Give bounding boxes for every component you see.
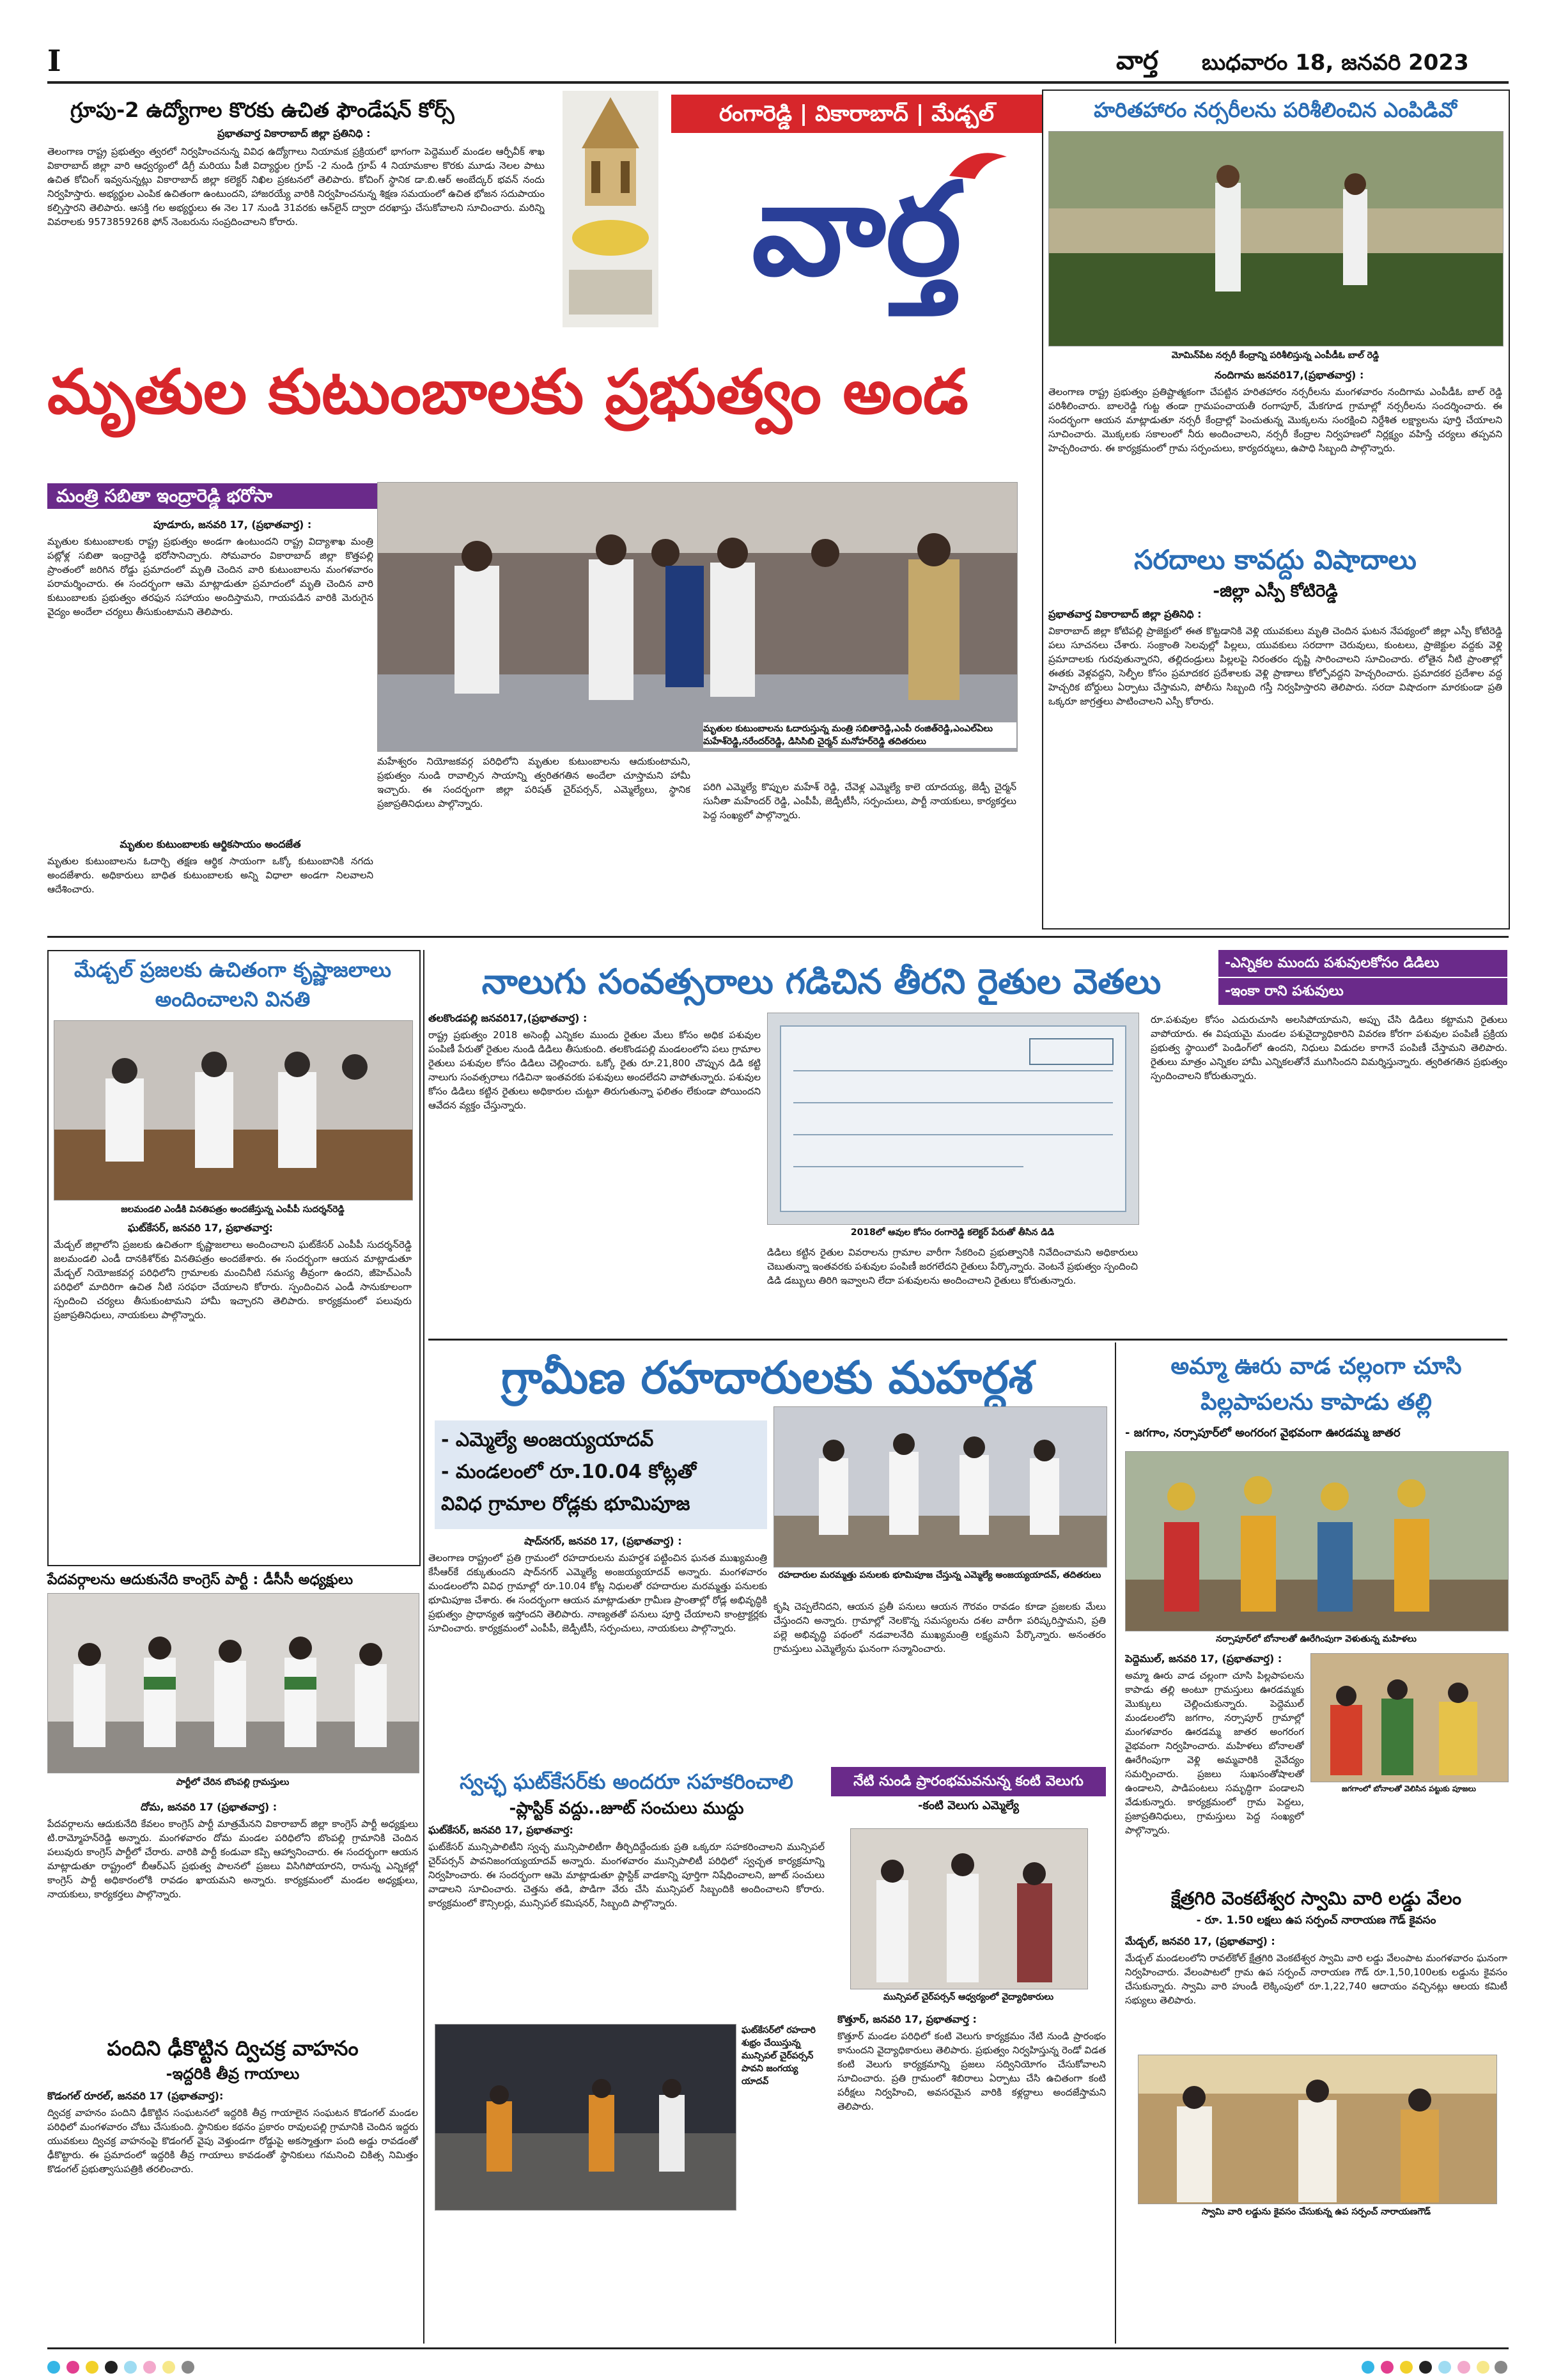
group2-body: తెలంగాణ రాష్ట్ర ప్రభుత్వం త్వరలో నిర్వహించనున్న వివిధ ఉద్యోగాలు నియామక ప్రక్రియలో భాగంగా పెద్దెముల్ మండల ఆర్పీవీక్ శాఖ వికారాబాద్ జిల్లా వారి ఆధ్వర్యంలో డిగ్రీ మరియు పీజీ విద్యార్థుల గ్రూప్ -2 నుండి గ్రూప్ 4 నియామకాల కొరకు మూడు నెలల పాటు ఉచిత కోచింగ్ ఇవ్వనున్నట్లు వికారాబాద్ జిల్లా కలెక్టర్ నిఖిల ప్రకటనలో తెలిపారు. కోచింగ్ స్థానిక డా.బి.ఆర్ అంబేద్కర్ భవన్ నందు నిర్వహిస్తారు. అభ్యర్థుల ఎంపిక ఉచితంగా ఉంటుందని, హాజరయ్యే వారికి నిర్వహించనున్న శిక్షణ సమయంలో ఉచిత భోజన సదుపాయం కల్పిస్తారని తెలిపారు. ఆసక్తి గల అభ్యర్థులు ఈ నెల 17 నుండి 31వరకు ఆన్‌లైన్ ద్వారా దరఖాస్తు చేసుకోవాలని సూచించారు. మరిన్ని వివరాలకు 9573859268 ఫోన్ నెంబరును సంప్రదించాలని కోరారు. — [47, 146, 545, 228]
registration-dot-yellow-2 — [162, 2361, 175, 2374]
bike-byline: -ఇద్దరికి తీవ్ర గాయాలు — [166, 2065, 300, 2083]
congress-caption: పార్టీలో చేరిన బొంపల్లి గ్రామస్తులు — [176, 1777, 290, 1787]
swachh-byline: -ప్లాస్టిక్ వద్దు..జూట్ సంచులు ముద్దు — [509, 1799, 744, 1818]
roads-body-2: కృషి చెప్పలేనిదని, ఆయన ప్రతీ పనులు ఆయన గౌరవం రావడం కూడా ప్రజలకు మేలు చేస్తుందని అన్నారు. గ్రామాల్లో నెలకొన్న సమస్యలను దశల వారీగా పరిష్కరిస్తామని, ప్రతి పల్లె అభివృద్ధి పథంలో నడవాలనేది ముఖ్యమంత్రి లక్ష్యమని పేర్కొన్నారు. అనంతరం గ్రామస్తులు ఎమ్మెల్యేను ఘనంగా సన్మానించారు. — [773, 1601, 1106, 1654]
registration-dot-black-1 — [105, 2361, 118, 2374]
registration-dot-yellow-4 — [1477, 2361, 1489, 2374]
top-rule — [47, 81, 1509, 84]
registration-dot-grey-1 — [182, 2361, 194, 2374]
group2-dateline: ప్రభాతవార్త వికారాబాద్ జిల్లా ప్రతినిధి : — [217, 127, 371, 139]
main-body-2: మృతుల కుటుంబాలను ఓదార్చి తక్షణ ఆర్థిక సాయంగా ఒక్కో కుటుంబానికి నగదు అందజేశారు. అధికారులు బాధిత కుటుంబాలకు అన్ని విధాలా అండగా నిలవాలని ఆదేశించారు. — [47, 855, 373, 895]
jatara-caption-2: జగగాంలో బోనాలతో వెలిసిన పట్టుకు పూజలు — [1342, 1784, 1476, 1793]
krishna-body: మేడ్చల్ జిల్లాలోని ప్రజలకు ఉచితంగా కృష్ణాజలాలు అందించాలని ఘట్‌కేసర్ ఎంపీపీ సుదర్శన్‌రెడ్డి జలమండలి ఎండీ దానకిశోర్‌కు వినతిపత్రం అందజేశారు. ఈ సందర్భంగా ఆయన మాట్లాడుతూ మేడ్చల్ నియోజకవర్గ పరిధిలోని గ్రామాలకు మంచినీటి సమస్య తీవ్రంగా ఉందని, జీహెచ్‌ఎంసీ పరిధిలో మాదిరిగా ఉచిత నీటి సరఫరా చేయాలని కోరారు. స్పందించిన ఎండీ సానుకూలంగా స్పందించి చర్యలు తీసుకుంటామని హామీ ఇచ్చారని తెలిపారు. కార్యక్రమంలో పలువురు ప్రజాప్రతినిధులు, నాయకులు పాల్గొన్నారు. — [54, 1239, 412, 1321]
registration-dot-magenta-4 — [1457, 2361, 1470, 2374]
sp-headline: సరదాలు కావద్దు విషాదాలు — [1134, 544, 1417, 575]
jatara-body: అమ్మా ఊరు వాడ చల్లంగా చూసి పిల్లపాపలను కాపాడు తల్లి అంటూ గ్రామస్తులు ఊరడమ్మకు మొక్కులు చెల్లించుకున్నారు. పెద్దెముల్ మండలంలోని జగగాం, నర్సాపూర్ గ్రామాల్లో మంగళవారం ఊరడమ్మ జాతర అంగరంగ వైభవంగా నిర్వహించారు. మహిళలు బోనాలతో ఊరేగింపుగా వెళ్లి అమ్మవారికి నైవేద్యం సమర్పించారు. ప్రజలు సుఖసంతోషాలతో ఉండాలని, పాడిపంటలు సమృద్ధిగా పండాలని వేడుకున్నారు. కార్యక్రమంలో గ్రామ పెద్దలు, ప్రజాప్రతినిధులు, గ్రామస్తులు పెద్ద సంఖ్యలో పాల్గొన్నారు. — [1125, 1670, 1304, 1836]
congress-dateline: దోమ, జనవరి 17 (ప్రభాతవార్త) : — [141, 1801, 277, 1813]
roads-headline: గ్రామీణ రహదారులకు మహర్దశ — [501, 1351, 1034, 1404]
roads-body: తెలంగాణ రాష్ట్రంలో ప్రతి గ్రామంలో రహదారులను మహర్దశ పట్టించిన ఘనత ముఖ్యమంత్రి కేసీఆర్‌కే దక్కుతుందని షాద్‌నగర్ ఎమ్మెల్యే అంజయ్యయాదవ్ అన్నారు. మంగళవారం మండలంలోని వివిధ గ్రామాల్లో రూ.10.04 కోట్ల నిధులతో రహదారుల మరమ్మత్తు పనులకు భూమిపూజ చేశారు. ఈ సందర్భంగా ఆయన మాట్లాడుతూ గ్రామీణ ప్రాంతాల్లో రోడ్ల అభివృద్ధికి ప్రభుత్వం ప్రాధాన్యత ఇస్తోందని తెలిపారు. నాణ్యతతో పనులు పూర్తి చేయాలని కాంట్రాక్టర్లకు సూచించారు. కార్యక్రమంలో ఎంపీపీ, జెడ్పీటీసీ, సర్పంచులు, నాయకులు పాల్గొన్నారు. — [428, 1552, 767, 1634]
col-rule-right — [1115, 1342, 1116, 2344]
swachh-body: ఘట్‌కేసర్ మున్సిపాలిటీని స్వచ్ఛ మున్సిపాలిటీగా తీర్చిదిద్దేందుకు ప్రతి ఒక్కరూ సహకరించాలని మున్సిపల్ చైర్‌పర్సన్ పావనిజంగయ్యయాదవ్ అన్నారు. మంగళవారం మున్సిపాలిటీ పరిధిలో స్వచ్ఛత కార్యక్రమాన్ని నిర్వహించారు. ఈ సందర్భంగా ఆమె మాట్లాడుతూ ప్లాస్టిక్ వాడకాన్ని పూర్తిగా నిషేధించాలని, జూట్ సంచులు వాడాలని సూచించారు. చెత్తను తడి, పొడిగా వేరు చేసి మున్సిపల్ సిబ్బందికి అందించాలని కోరారు. కార్యక్రమంలో కౌన్సిలర్లు, మున్సిపల్ కమిషనర్, సిబ్బంది పాల్గొన్నారు. — [428, 1841, 825, 1909]
farmers-dateline: తలకొండపల్లి జనవరి17,(ప్రభాతవార్త) : — [428, 1012, 587, 1024]
sp-body: వికారాబాద్ జిల్లా కోటిపల్లి ప్రాజెక్టులో ఈత కొట్టడానికి వెళ్లి యువకులు మృతి చెందిన ఘటన నేపథ్యంలో జిల్లా ఎస్పీ కోటిరెడ్డి పలు సూచనలు చేశారు. సంక్రాంతి సెలవుల్లో పిల్లలు, యువకులు సరదాగా చెరువులు, కుంటలు, ప్రాజెక్టుల వద్దకు వెళ్లి ప్రమాదాలకు గురవుతున్నారని, తల్లిదండ్రులు పిల్లలపై నిరంతరం దృష్టి సారించాలని సూచించారు. లోతైన నీటి ప్రాంతాల్లో ఈతకు వెళ్లవద్దని, సెల్ఫీల కోసం ప్రమాదకర ప్రదేశాలకు వెళ్లి ప్రాణాలు కోల్పోవద్దని హెచ్చరించారు. ప్రమాదకర ప్రదేశాల వద్ద హెచ్చరిక బోర్డులు ఏర్పాటు చేస్తామని, పోలీసు సిబ్బంది గస్తీ నిర్వహిస్తారని తెలిపారు. సరదా విషాదంగా మారకుండా ప్రతి ఒక్కరూ జాగ్రత్తలు పాటించాలని ఎస్పీ కోరారు. — [1048, 625, 1502, 707]
main-body-3: మహేశ్వరం నియోజకవర్గ పరిధిలోని మృతుల కుటుంబాలను ఆదుకుంటామని, ప్రభుత్వం నుండి రావాల్సిన సాయాన్ని త్వరితగతిన అందేలా చూస్తామని హామీ ఇచ్చారు. ఈ సందర్భంగా జిల్లా పరిషత్ చైర్‌పర్సన్, ఎమ్మెల్యేలు, స్థానిక ప్రజాప్రతినిధులు పాల్గొన్నారు. — [377, 756, 690, 809]
registration-dot-magenta-1 — [66, 2361, 79, 2374]
main-headline: మృతుల కుటుంబాలకు ప్రభుత్వం అండ — [47, 356, 968, 428]
paper-logo — [671, 141, 1042, 332]
krishna-headline: మేడ్చల్ ప్రజలకు ఉచితంగా కృష్ణాజలాలు అందించాలని వినతి — [74, 958, 391, 1011]
folio-date: బుధవారం 18, జనవరి 2023 — [1202, 50, 1469, 75]
registration-dot-cyan-2 — [124, 2361, 137, 2374]
farmers-headline: నాలుగు సంవత్సరాలు గడిచిన తీరని రైతుల వెతలు — [481, 961, 1162, 1002]
main-subhead-2: మృతుల కుటుంబాలకు ఆర్థికసాయం అందజేత — [120, 838, 301, 850]
congress-photo — [47, 1593, 419, 1773]
farmers-body-2: డిడిలు కట్టిన రైతుల వివరాలను గ్రామాల వారీగా సేకరించి ప్రభుత్వానికి నివేదించామని అధికారులు చెబుతున్నా ఇంతవరకు పశువుల పంపిణీ జరగలేదని రైతులు పేర్కొన్నారు. వెంటనే ప్రభుత్వం స్పందించి డిడి డబ్బులు తిరిగి ఇవ్వాలని లేదా పశువులను అందించాలని రైతులు కోరుతున్నారు. — [767, 1247, 1138, 1286]
nursery-caption: మోమిన్‌పేట నర్సరీ కేంద్రాన్ని పరిశీలిస్తున్న ఎంపీడీఓ బాల్ రెడ్డి — [1171, 350, 1379, 361]
roads-dateline: షాద్‌నగర్, జనవరి 17, (ప్రభాతవార్త) : — [524, 1535, 682, 1547]
registration-dot-black-2 — [1419, 2361, 1432, 2374]
roads-deck-1: - ఎమ్మెల్యే అంజయ్యయాదవ్ — [441, 1429, 654, 1451]
bike-headline: పందిని ఢీకొట్టిన ద్విచక్ర వాహనం — [107, 2036, 359, 2060]
krishna-photo — [54, 1020, 413, 1201]
nursery-body: తెలంగాణ రాష్ట్ర ప్రభుత్వం ప్రతిష్టాత్మకంగా చేపట్టిన హరితహారం నర్సరీలను మంగళవారం నందిగామ ఎంపీడీఓ బాల్ రెడ్డి పరిశీలించారు. బాలరెడ్డి గుట్ట తండా గ్రామపంచాయతీ రంగాపూర్, మేకగూడ గ్రామాల్లో నర్సరీలను సందర్శించారు. ఈ సందర్భంగా ఆయన మాట్లాడుతూ నర్సరీ కేంద్రాల్లో పెంచుతున్న మొక్కలను సంరక్షించి నిర్దేశిత లక్ష్యాలను పూర్తి చేయాలని సూచించారు. మొక్కలకు సకాలంలో నీరు అందించాలని, నర్సరీ కేంద్రాల నిర్వహణలో నిర్లక్ష్యం వహిస్తే చర్యలు తప్పవని హెచ్చరించారు. ఈ కార్యక్రమంలో గ్రామ సర్పంచులు, కార్యదర్శులు, ఉపాధి సిబ్బంది పాల్గొన్నారు. — [1048, 386, 1502, 454]
paper-logo-text: వార్త — [751, 155, 962, 304]
main-photo — [377, 482, 1018, 752]
registration-dot-cyan-1 — [47, 2361, 60, 2374]
roads-photo — [773, 1406, 1107, 1567]
kanti-dateline: కొత్తూర్, జనవరి 17, ప్రభాతవార్త : — [837, 2013, 977, 2025]
section-rule-2 — [428, 1339, 1507, 1341]
farmers-body-3: రూ.పశువుల కోసం ఎదురుచూసి అలసిపోయామని, అప్పు చేసి డిడిలు కట్టామని రైతులు వాపోయారు. ఈ విషయమై మండల పశువైద్యాధికారిని వివరణ కోరగా పశువుల పంపిణీ ప్రక్రియ ప్రభుత్వ స్థాయిలో పెండింగ్‌లో ఉందని, నిధులు విడుదల కాగానే పంపిణీ చేస్తామని తెలిపారు. రైతులు మాత్రం ఎన్నికల హామీ ఎన్నికలతోనే ముగిసిందని విమర్శిస్తున్నారు. త్వరితగతిన ప్రభుత్వం స్పందించాలని కోరుతున్నారు. — [1151, 1014, 1507, 1082]
col-rule-left — [423, 950, 424, 2344]
jatara-byline: - జగగాం, నర్సాపూర్‌లో అంగరంగ వైభవంగా ఊరడమ్మ జాతర — [1125, 1426, 1401, 1440]
kanti-photo — [850, 1828, 1088, 1989]
swachh-headline: స్వచ్ఛ ఘట్‌కేసర్‌కు అందరూ సహకరించాలి — [460, 1769, 793, 1794]
main-dateline: పూడూరు, జనవరి 17, (ప్రభాతవార్త) : — [153, 518, 312, 531]
roads-deck-3: వివిధ గ్రామాల రోడ్లకు భూమిపూజ — [441, 1493, 690, 1515]
main-body-4: పరిగి ఎమ్మెల్యే కొప్పుల మహేశ్ రెడ్డి, చేవెళ్ల ఎమ్మెల్యే కాలె యాదయ్య, జెడ్పీ చైర్మన్ సునీతా మహేందర్ రెడ్డి, ఎంపీపీ, జెడ్పీటీసీ, సర్పంచులు, పార్టీ నాయకులు, కార్యకర్తలు పెద్ద సంఖ్యలో పాల్గొన్నారు. — [703, 781, 1016, 821]
group2-headline: గ్రూపు-2 ఉద్యోగాల కొరకు ఉచిత ఫౌండేషన్ కోర్స్ — [70, 98, 455, 122]
farmers-dd-photo — [767, 1013, 1139, 1225]
registration-dot-yellow-3 — [1400, 2361, 1413, 2374]
swachh-dateline: ఘట్‌కేసర్, జనవరి 17, ప్రభాతవార్త: — [428, 1824, 573, 1836]
farmers-tag-1: -ఎన్నికల ముందు పశువులకోసం డిడిలు — [1218, 950, 1507, 977]
sp-dateline: ప్రభాతవార్త వికారాబాద్ జిల్లా ప్రతినిధి : — [1048, 608, 1202, 620]
laddu-photo — [1138, 2055, 1497, 2204]
kanti-headline: నేటి నుండి ప్రారంభమవనున్న కంటి వెలుగు — [831, 1767, 1106, 1796]
congress-headline: పేదవర్గాలను ఆదుకునేది కాంగ్రెస్ పార్టీ : డీసీసీ అధ్యక్షులు — [47, 1572, 354, 1588]
laddu-body: మేడ్చల్ మండలంలోని రావల్‌కోల్ క్షేత్రగిరి వెంకటేశ్వర స్వామి వారి లడ్డు వేలంపాట మంగళవారం ఘనంగా నిర్వహించారు. వేలంపాటలో గ్రామ ఉప సర్పంచ్ నారాయణ గౌడ్ రూ.1,50,100లకు లడ్డును కైవసం చేసుకున్నారు. స్వామి వారి హుండీ లెక్కింపులో రూ.1,22,740 ఆదాయం వచ్చినట్లు ఆలయ కమిటీ సభ్యులు తెలిపారు. — [1125, 1952, 1507, 2006]
farmers-body-1: రాష్ట్ర ప్రభుత్వం 2018 అసెంబ్లీ ఎన్నికల ముందు రైతుల మేలు కోసం అధిక పశువుల పంపిణీ పేరుతో రైతుల నుండి డిడిలు తీసుకుంది. తలకొండపల్లి మండలంలోని పలు గ్రామాల రైతులు పశువుల కోసం డిడిలు చెల్లించారు. ఒక్కో రైతు రూ.21,800 చొప్పున డిడి కట్టి నాలుగు సంవత్సరాలు గడిచినా ఇంతవరకు పశువులు అందలేదని వాపోతున్నారు. పశువుల కోసం డిడిలు కట్టిన రైతులు అధికారుల చుట్టూ తిరుగుతున్నా ఫలితం లేకుండా పోయిందని ఆవేదన వ్యక్తం చేస్తున్నారు. — [428, 1029, 761, 1111]
jatara-headline: అమ్మా ఊరు వాడ చల్లంగా చూసి పిల్లపాపలను కాపాడు తల్లి — [1170, 1353, 1462, 1415]
kanti-caption: మున్సిపల్ చైర్‌పర్సన్ ఆధ్వర్యంలో వైద్యాధికారులు — [883, 1992, 1054, 2002]
registration-dot-grey-2 — [1495, 2361, 1507, 2374]
registration-dot-magenta-3 — [1381, 2361, 1394, 2374]
jatara-dateline: పెద్దెముల్, జనవరి 17, (ప్రభాతవార్త) : — [1125, 1653, 1282, 1665]
region-tag: రంగారెడ్డి | వికారాబాద్ | మేడ్చల్ — [671, 95, 1042, 133]
farmers-dd-caption: 2018లో ఆవుల కోసం రంగారెడ్డి కలెక్టర్ పేరుతో తీసిన డిడి — [850, 1227, 1055, 1238]
laddu-caption: స్వామి వారి లడ్డును కైవసం చేసుకున్న ఉప సర్పంచ్ నారాయణగౌడ్ — [1201, 2207, 1431, 2217]
registration-dot-cyan-4 — [1438, 2361, 1451, 2374]
registration-dot-cyan-3 — [1362, 2361, 1374, 2374]
roads-caption: రహదారుల మరమ్మత్తు పనులకు భూమిపూజ చేస్తున్న ఎమ్మెల్యే అంజయ్యయాదవ్, తదితరులు — [778, 1570, 1101, 1580]
page-number: I — [47, 43, 61, 78]
kanti-body: కొత్తూర్ మండల పరిధిలో కంటి వెలుగు కార్యక్రమం నేటి నుండి ప్రారంభం కానుందని వైద్యాధికారులు తెలిపారు. ప్రభుత్వం నిర్వహిస్తున్న రెండో విడత కంటి వెలుగు కార్యక్రమాన్ని ప్రజలు సద్వినియోగం చేసుకోవాలని సూచించారు. ప్రతి గ్రామంలో శిబిరాలు ఏర్పాటు చేసి ఉచితంగా కంటి పరీక్షలు నిర్వహించి, అవసరమైన వారికి కళ్లద్దాలు అందజేస్తామని తెలిపారు. — [837, 2030, 1106, 2112]
main-subhead: మంత్రి సబితా ఇంద్రారెడ్డి భరోసా — [47, 483, 385, 509]
folio-paper-name: వార్త — [1116, 46, 1158, 75]
laddu-byline: - రూ. 1.50 లక్షలు ఉప సర్పంచ్ నారాయణ గౌడ్ కైవసం — [1196, 1914, 1436, 1927]
laddu-headline: క్షేత్రగిరి వెంకటేశ్వర స్వామి వారి లడ్డు వేలం — [1170, 1888, 1462, 1909]
registration-dot-yellow-1 — [86, 2361, 98, 2374]
kanti-byline: -కంటి వెలుగు ఎమ్మెల్యే — [917, 1799, 1019, 1812]
sp-byline: -జిల్లా ఎస్పీ కోటిరెడ్డి — [1213, 582, 1338, 601]
krishna-dateline: ఘట్‌కేసర్, జనవరి 17, ప్రభాతవార్త: — [128, 1222, 273, 1234]
farmers-tag-2: -ఇంకా రాని పశువులు — [1218, 978, 1507, 1005]
krishna-caption: జలమండలి ఎండీకి వినతిపత్రం అందజేస్తున్న ఎంపీపీ సుదర్శన్‌రెడ్డి — [121, 1204, 345, 1215]
bottom-rule — [47, 2347, 1509, 2349]
jatara-caption-1: నర్సాపూర్‌లో బోనాలతో ఊరేగింపుగా వెళుతున్న మహిళలు — [1216, 1634, 1417, 1644]
temple-logo-image — [563, 91, 658, 327]
main-caption: మృతుల కుటుంబాలను ఓదారుస్తున్న మంత్రి సబితారెడ్డి,ఎంపీ రంజిత్‌రెడ్డి,ఎంఎల్‌ఏలు మహేశ్‌రెడ్డి,నరేందర్‌రెడ్డి, డిసిసిబి చైర్మన్ మనోహర్‌రెడ్డి తదితరులు — [703, 722, 1016, 748]
main-body-1: మృతుల కుటుంబాలకు రాష్ట్ర ప్రభుత్వం అండగా ఉంటుందని రాష్ట్ర విద్యాశాఖ మంత్రి పట్లోళ్ల సబితా ఇంద్రారెడ్డి భరోసానిచ్చారు. సోమవారం వికారాబాద్ జిల్లా కొత్తపల్లి ప్రాంతంలో జరిగిన రోడ్డు ప్రమాదంలో మృతి చెందిన వారి కుటుంబాలను మంగళవారం పరామర్శించారు. ఈ సందర్భంగా ఆమె మాట్లాడుతూ ప్రమాదంలో మృతి చెందిన వారి కుటుంబాలకు ప్రభుత్వం తరఫున సహాయం అందిస్తామని, గాయపడిన వారికి మెరుగైన వైద్యం అందేలా చర్యలు తీసుకుంటామని తెలిపారు. — [47, 536, 373, 618]
jatara-photo-1 — [1125, 1451, 1509, 1631]
jatara-photo-2 — [1310, 1653, 1509, 1782]
roads-deck-2: - మండలంలో రూ.10.04 కోట్లతో — [441, 1461, 697, 1483]
logo-bird-icon — [946, 141, 1010, 192]
laddu-dateline: మేడ్చల్, జనవరి 17, (ప్రభాతవార్త) : — [1125, 1935, 1275, 1947]
section-rule-1 — [47, 936, 1509, 938]
registration-dot-magenta-2 — [143, 2361, 156, 2374]
bike-body: ద్విచక్ర వాహనం పందిని ఢీకొట్టిన సంఘటనలో ఇద్దరికి తీవ్ర గాయాలైన సంఘటన కొడంగల్ మండల పరిధిలో మంగళవారం చోటు చేసుకుంది. స్థానికుల కథనం ప్రకారం రావులపల్లి గ్రామానికి చెందిన ఇద్దరు యువకులు ద్విచక్ర వాహనంపై కొడంగల్ వైపు వెళ్తుండగా రోడ్డుపై అకస్మాత్తుగా పంది అడ్డు రావడంతో ఢీకొట్టారు. ఈ ప్రమాదంలో ఇద్దరికి తీవ్ర గాయాలు కావడంతో స్థానికులు గమనించి చికిత్స నిమిత్తం కొడంగల్ ప్రభుత్వాసుపత్రికి తరలించారు. — [47, 2107, 418, 2175]
swachh-caption: ఘట్‌కేసర్‌లో రహదారి శుభ్రం చేయిస్తున్న మున్సిపల్ చైర్‌పర్సన్ పావని జంగయ్య యాదవ్ — [742, 2025, 816, 2087]
nursery-dateline: నందిగామ జనవరి17,(ప్రభాతవార్త) : — [1215, 369, 1364, 381]
swachh-photo — [435, 2024, 736, 2211]
bike-dateline: కొడంగల్ రూరల్, జనవరి 17 (ప్రభాతవార్త): — [47, 2090, 224, 2102]
nursery-photo — [1048, 131, 1503, 346]
congress-body: పేదవర్గాలను ఆదుకునేది కేవలం కాంగ్రెస్ పార్టీ మాత్రమేనని వికారాబాద్ జిల్లా కాంగ్రెస్ పార్టీ అధ్యక్షులు టి.రామ్మోహన్‌రెడ్డి అన్నారు. మంగళవారం దోమ మండల పరిధిలోని బొంపల్లి గ్రామానికి చెందిన పలువురు కాంగ్రెస్ పార్టీలో చేరారు. వారికి పార్టీ కండువా కప్పి ఆహ్వానించారు. ఈ సందర్భంగా ఆయన మాట్లాడుతూ రాష్ట్రంలో బీఆర్ఎస్ ప్రభుత్వ పాలనలో ప్రజలు విసిగిపోయారని, రానున్న ఎన్నికల్లో కాంగ్రెస్ పార్టీ అధికారంలోకి రావడం ఖాయమని అన్నారు. కార్యక్రమంలో మండల అధ్యక్షులు, నాయకులు, కార్యకర్తలు పాల్గొన్నారు. — [47, 1818, 418, 1900]
nursery-headline: హరితహారం నర్సరీలను పరిశీలించిన ఎంపిడివో — [1094, 98, 1457, 122]
